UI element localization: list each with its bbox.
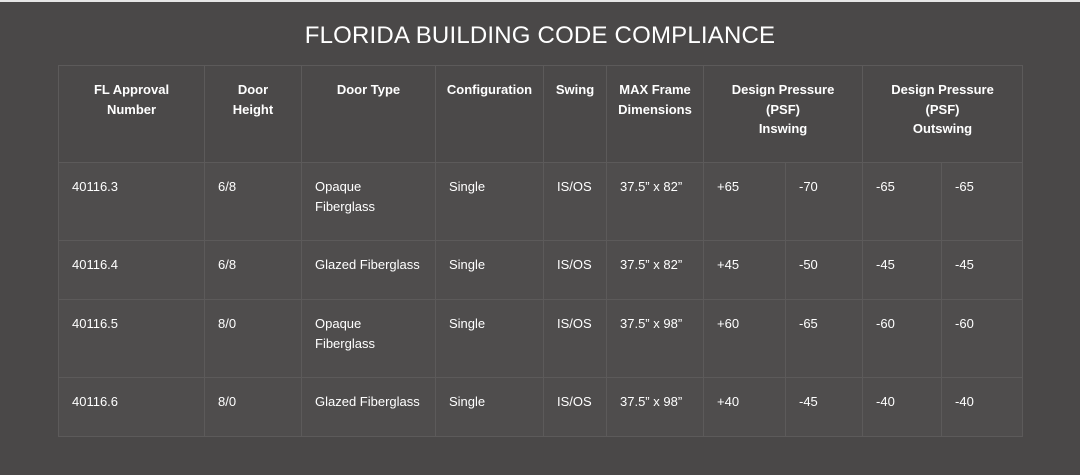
cell-inswing-positive: +45 [704,241,786,300]
cell-dimensions: 37.5” x 98” [607,378,704,437]
header-row [59,66,1023,163]
cell-approval-number: 40116.6 [59,378,205,437]
cell-configuration: Single [436,163,544,241]
cell-door-type: Glazed Fiberglass [302,241,436,300]
cell-outswing-a: -60 [863,300,942,378]
cell-outswing-a: -45 [863,241,942,300]
cell-door-type: Opaque Fiberglass [302,300,436,378]
cell-outswing-a: -40 [863,378,942,437]
cell-dimensions: 37.5” x 82” [607,241,704,300]
table-row [59,300,1023,378]
cell-outswing-b: -45 [942,241,1023,300]
cell-swing: IS/OS [544,378,607,437]
cell-door-height: 6/8 [205,241,302,300]
header-swing: Swing [544,66,607,163]
page-title: FLORIDA BUILDING CODE COMPLIANCE [304,22,776,49]
header-configuration: Configuration [436,66,544,163]
cell-dimensions: 37.5” x 82” [607,163,704,241]
cell-door-height: 8/0 [205,378,302,437]
cell-inswing-negative: -65 [786,300,863,378]
cell-inswing-positive: +40 [704,378,786,437]
cell-inswing-positive: +60 [704,300,786,378]
compliance-table [58,65,1023,437]
header-approval-number: FL Approval Number [59,66,205,163]
cell-door-type: Opaque Fiberglass [302,163,436,241]
cell-configuration: Single [436,300,544,378]
table-body [59,163,1023,437]
cell-outswing-a: -65 [863,163,942,241]
cell-swing: IS/OS [544,163,607,241]
cell-door-height: 8/0 [205,300,302,378]
cell-configuration: Single [436,241,544,300]
cell-inswing-negative: -45 [786,378,863,437]
cell-configuration: Single [436,378,544,437]
cell-inswing-positive: +65 [704,163,786,241]
cell-outswing-b: -60 [942,300,1023,378]
cell-dimensions: 37.5” x 98” [607,300,704,378]
cell-door-type: Glazed Fiberglass [302,378,436,437]
top-border [0,0,1080,2]
header-door-type: Door Type [302,66,436,163]
table-row [59,241,1023,300]
table-header [59,66,1023,163]
header-design-pressure-inswing: Design Pressure (PSF) Inswing [704,66,863,163]
cell-outswing-b: -65 [942,163,1023,241]
cell-approval-number: 40116.5 [59,300,205,378]
header-door-height: Door Height [205,66,302,163]
cell-inswing-negative: -70 [786,163,863,241]
table-row [59,163,1023,241]
cell-inswing-negative: -50 [786,241,863,300]
header-max-frame-dimensions: MAX Frame Dimensions [607,66,704,163]
cell-door-height: 6/8 [205,163,302,241]
cell-swing: IS/OS [544,300,607,378]
table-row [59,378,1023,437]
cell-outswing-b: -40 [942,378,1023,437]
cell-approval-number: 40116.4 [59,241,205,300]
header-design-pressure-outswing: Design Pressure (PSF) Outswing [863,66,1023,163]
cell-swing: IS/OS [544,241,607,300]
cell-approval-number: 40116.3 [59,163,205,241]
